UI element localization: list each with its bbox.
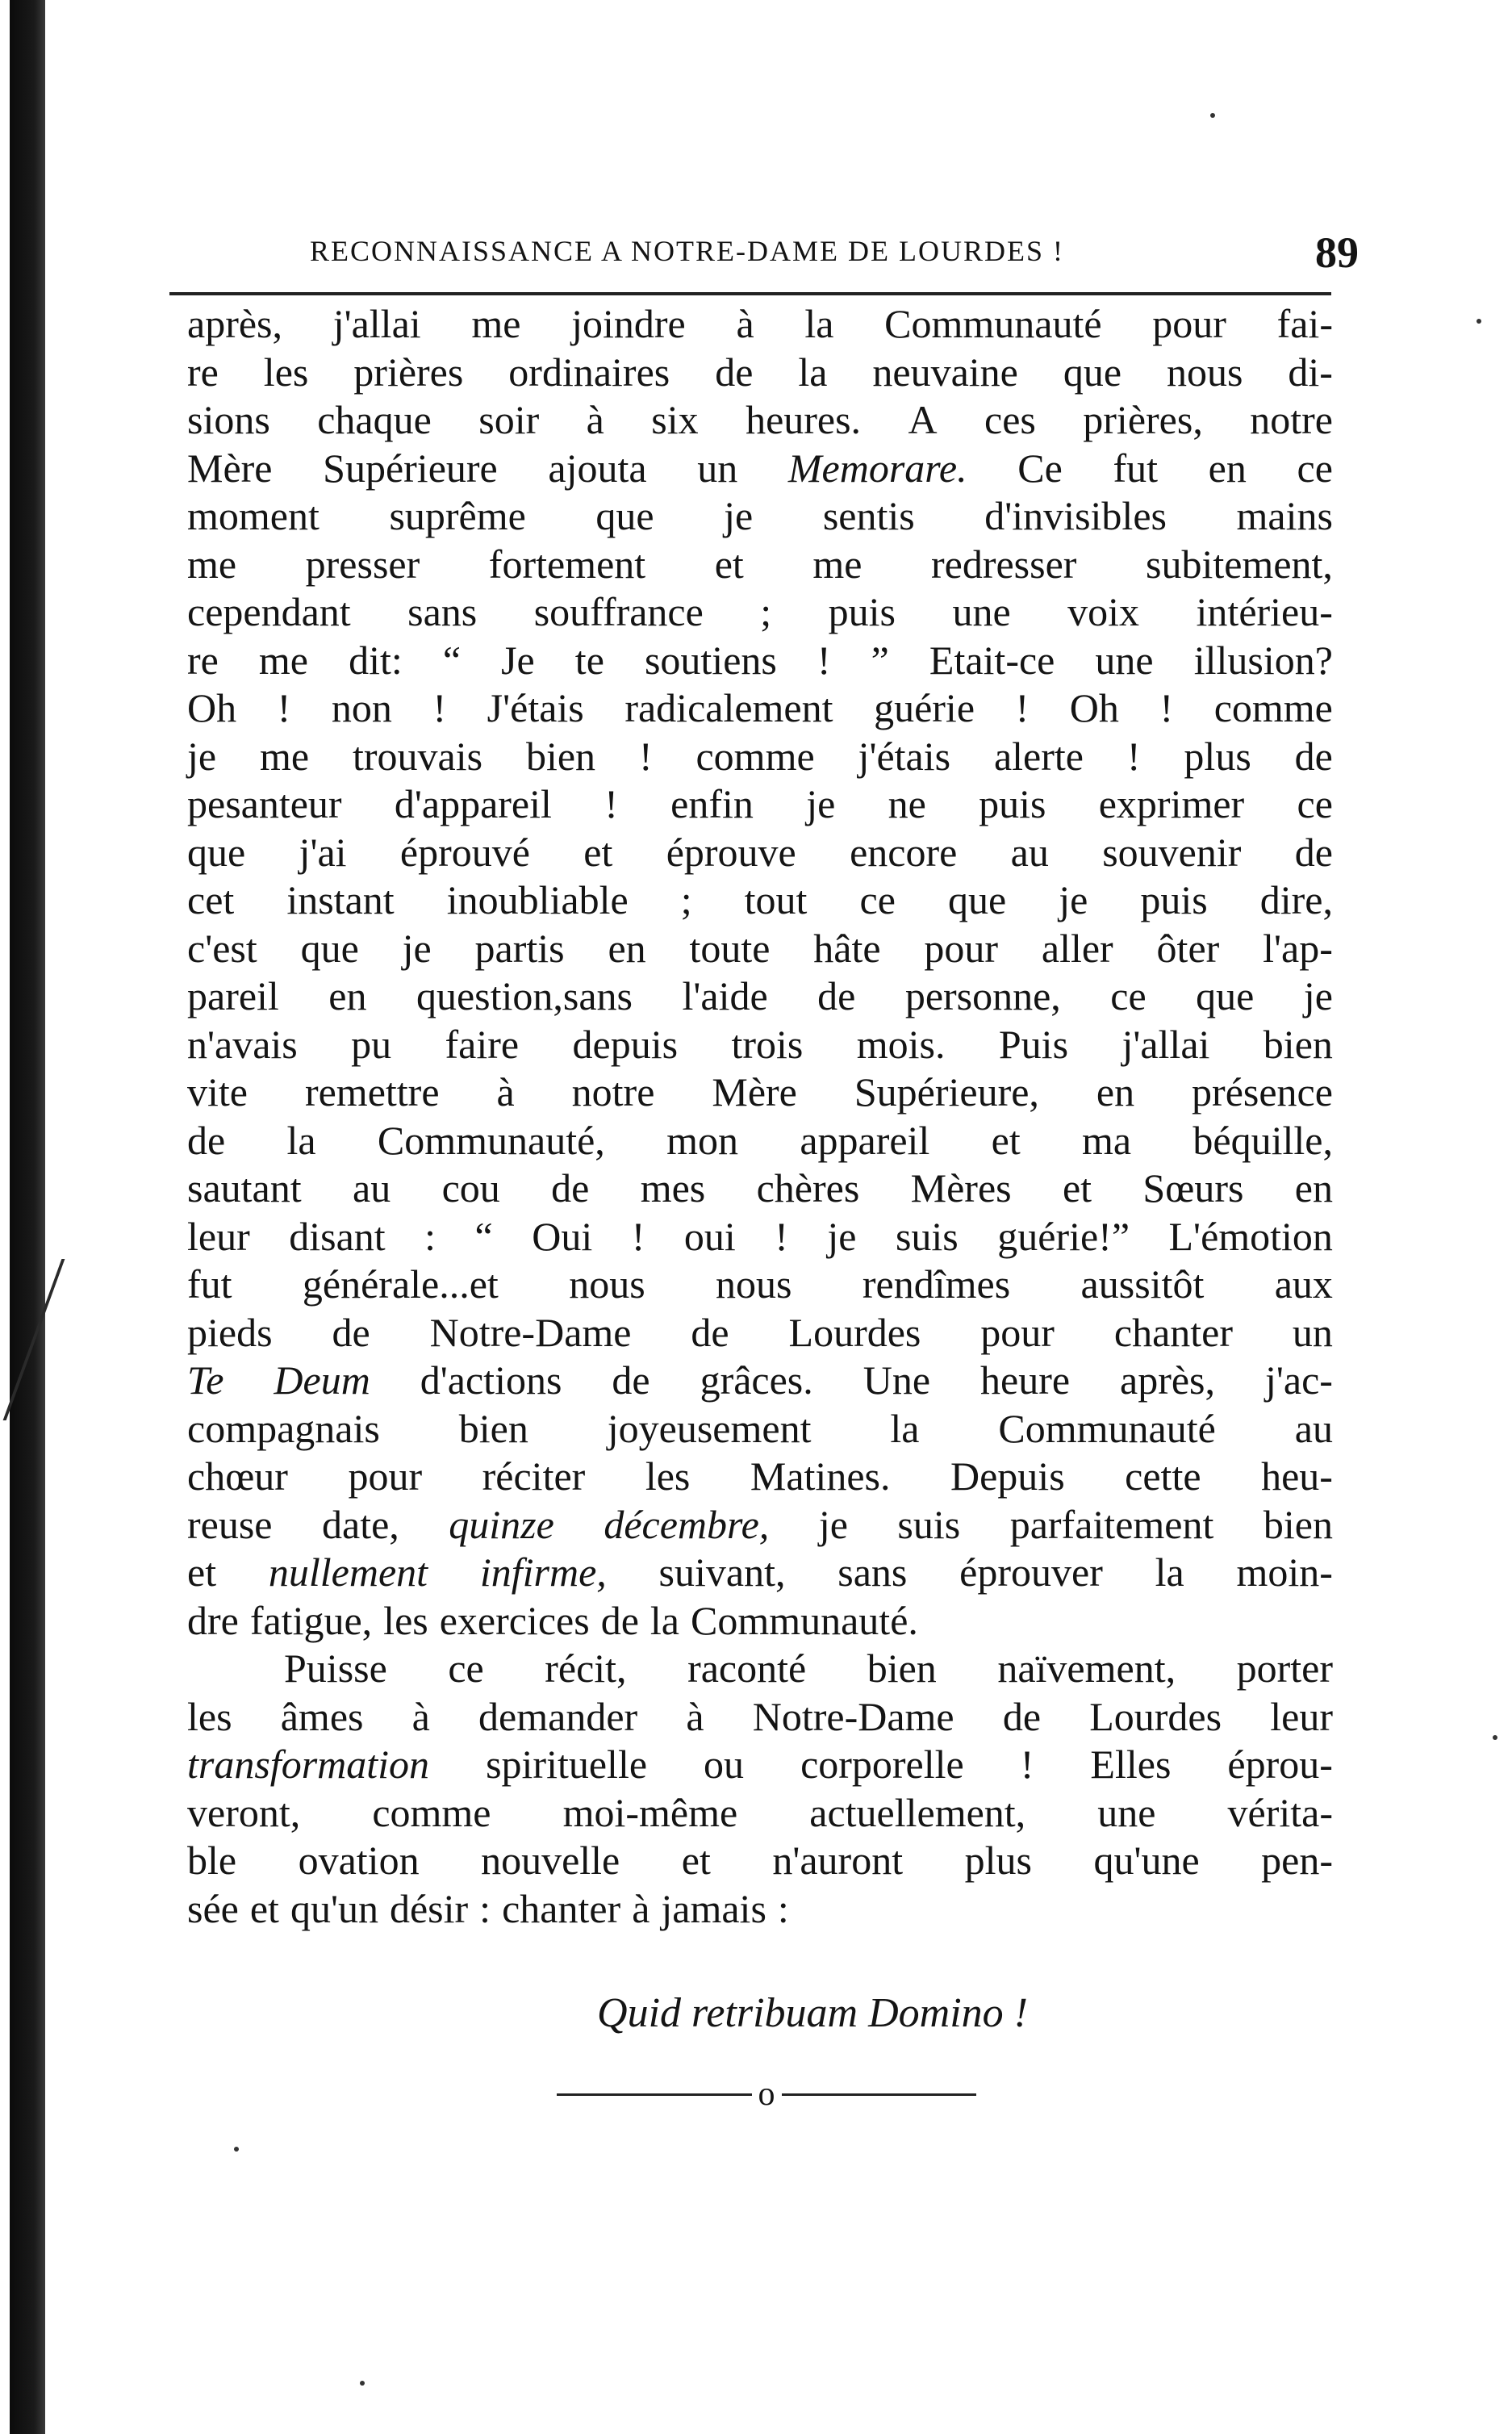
speck (1210, 113, 1215, 118)
text-line: sée et qu'un désir : chanter à jamais : (187, 1885, 789, 1931)
text-line: Oh ! non ! J'étais radicalement guérie ! Oh ! comme (187, 685, 1333, 730)
text-line: de la Communauté, mon appareil et ma béquille, (187, 1117, 1333, 1163)
text-line: pareil en question,sans l'aide de personne, ce que je (187, 973, 1333, 1018)
speck (1493, 1735, 1497, 1740)
text-line: reuse date, quinze décembre, je suis parfaitement bien (187, 1501, 1333, 1547)
text-line: dre fatigue, les exercices de la Communauté. (187, 1597, 918, 1643)
text-line: re me dit: “ Je te soutiens ! ” Etait-ce une illusion? (187, 637, 1333, 683)
speck (234, 2147, 239, 2152)
book-spine-shadow (10, 0, 45, 2434)
text-line: compagnais bien joyeusement la Communauté au (187, 1405, 1333, 1451)
page-number: 89 (1315, 228, 1359, 277)
text-line: les âmes à demander à Notre-Dame de Lourdes leur (187, 1693, 1333, 1739)
text-line: n'avais pu faire depuis trois mois. Puis j'allai bien (187, 1021, 1333, 1067)
text-line: fut générale...et nous nous rendîmes aussitôt aux (187, 1261, 1333, 1307)
text-line: transformation spirituelle ou corporelle ! Elles éprou- (187, 1742, 1333, 1787)
text-line: vite remettre à notre Mère Supérieure, en présence (187, 1069, 1333, 1115)
text-line: après, j'allai me joindre à la Communauté pour fai- (187, 301, 1333, 346)
text-line: et nullement infirme, suivant, sans éprouver la moin- (187, 1549, 1333, 1595)
text-line: re les prières ordinaires de la neuvaine que nous di- (187, 349, 1333, 395)
closing-line: Quid retribuam Domino ! (597, 1990, 1028, 2036)
text-line: c'est que je partis en toute hâte pour aller ôter l'ap- (187, 925, 1333, 971)
text-line: me presser fortement et me redresser subitement, (187, 541, 1333, 587)
text-line: sions chaque soir à six heures. A ces prières, notre (187, 397, 1333, 442)
text-line: pieds de Notre-Dame de Lourdes pour chanter un (187, 1309, 1333, 1355)
ornament-glyph: o (758, 2076, 775, 2113)
text-line: chœur pour réciter les Matines. Depuis cette heu- (187, 1453, 1333, 1499)
running-head: RECONNAISSANCE A NOTRE-DAME DE LOURDES ! (310, 235, 1065, 267)
text-line: je me trouvais bien ! comme j'étais alerte ! plus de (187, 733, 1333, 779)
speck (1476, 319, 1481, 324)
text-line: Puisse ce récit, raconté bien naïvement, porter (284, 1646, 1333, 1691)
text-line: ble ovation nouvelle et n'auront plus qu'une pen- (187, 1838, 1333, 1883)
text-line: Te Deum d'actions de grâces. Une heure après, j'ac- (187, 1357, 1333, 1403)
ornament-dash (557, 2093, 752, 2096)
text-line: cependant sans souffrance ; puis une voix intérieu- (187, 589, 1333, 634)
text-line: que j'ai éprouvé et éprouve encore au souvenir de (187, 829, 1333, 875)
text-line: pesanteur d'appareil ! enfin je ne puis exprimer ce (187, 781, 1333, 826)
text-line: moment suprême que je sentis d'invisibles mains (187, 493, 1333, 538)
ornament-dash (782, 2093, 977, 2096)
end-ornament (557, 2074, 976, 2114)
text-line: Mère Supérieure ajouta un Memorare. Ce fut en ce (187, 445, 1333, 491)
page-header (310, 228, 1359, 284)
header-rule (169, 292, 1331, 295)
text-line: cet instant inoubliable ; tout ce que je puis dire, (187, 877, 1333, 922)
body-text (187, 300, 1333, 1933)
text-line: sautant au cou de mes chères Mères et Sœurs en (187, 1165, 1333, 1211)
speck (360, 2381, 365, 2386)
text-line: veront, comme moi-même actuellement, une vérita- (187, 1789, 1333, 1835)
text-line: leur disant : “ Oui ! oui ! je suis guérie!” L'émotion (187, 1213, 1333, 1259)
